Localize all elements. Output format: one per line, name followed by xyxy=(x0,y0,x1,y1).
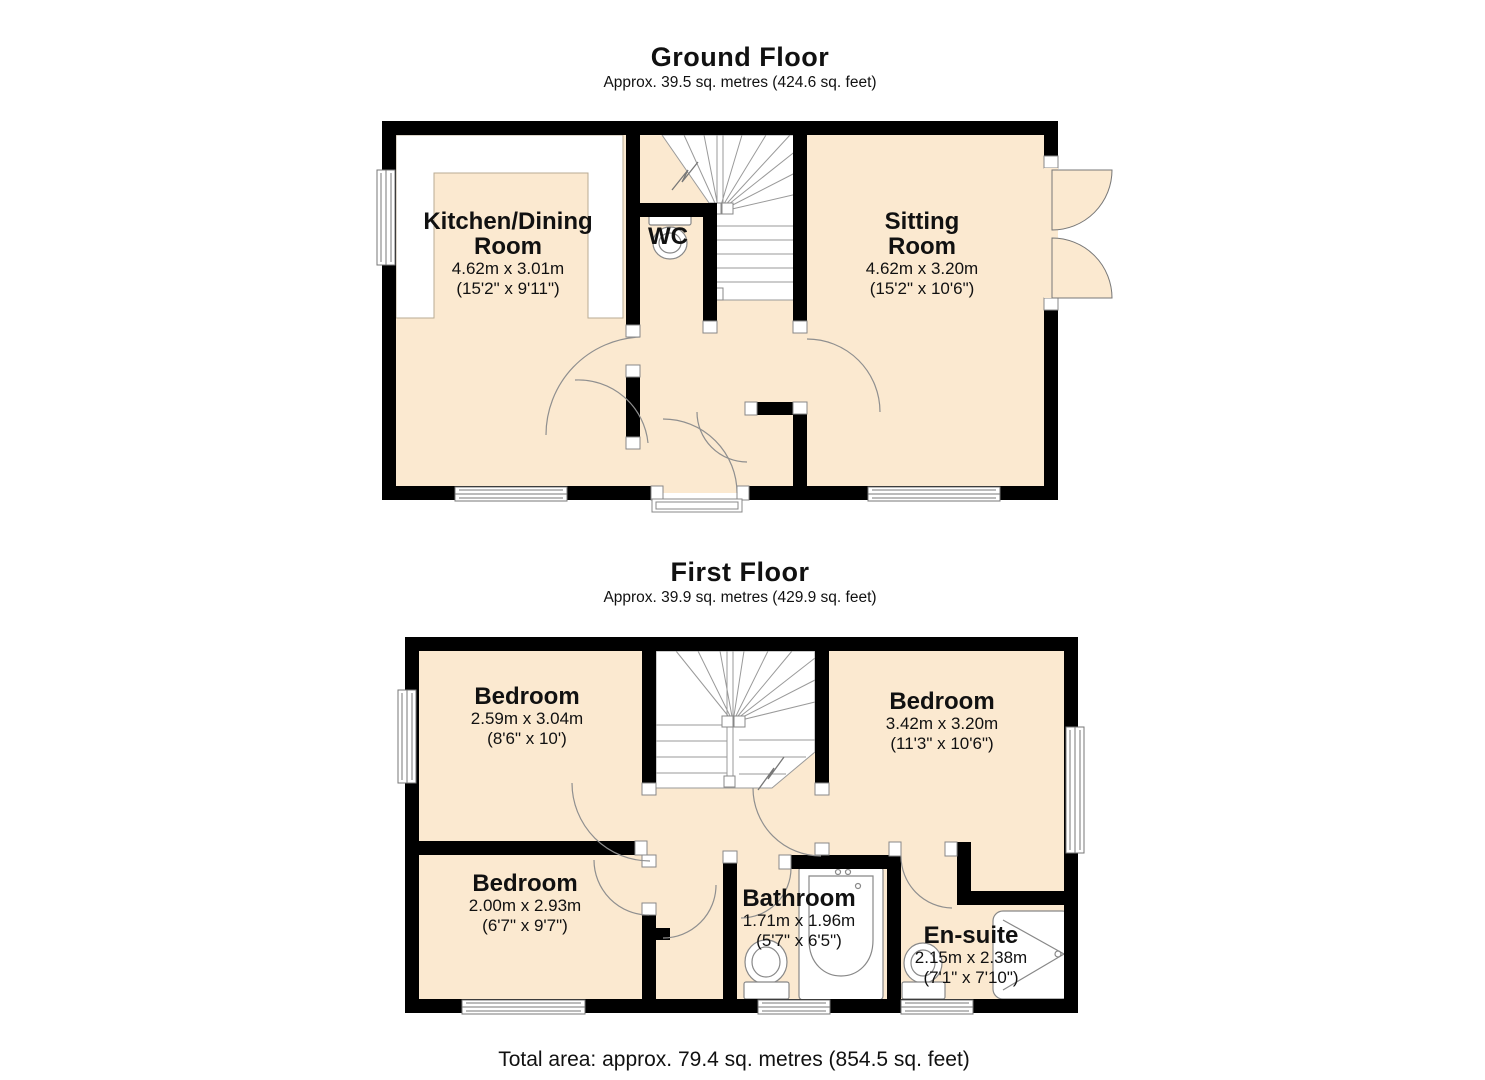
room-label-kitchen-dining xyxy=(423,209,592,299)
first-floor-title: First Floor xyxy=(670,557,810,587)
room-dims-metric: 2.15m x 2.38m xyxy=(914,948,1028,967)
room-name: Room xyxy=(473,233,542,260)
front-door-step xyxy=(652,499,742,512)
window xyxy=(398,690,416,783)
room-name: En-suite xyxy=(923,922,1019,949)
room-name: Bedroom xyxy=(474,683,580,710)
room-dims-imperial: (8'6" x 10') xyxy=(487,729,567,748)
room-name: Bedroom xyxy=(889,688,995,715)
room-dims-imperial: (5'7" x 6'5") xyxy=(756,931,842,950)
room-dims-metric: 4.62m x 3.01m xyxy=(451,259,565,278)
room-name: WC xyxy=(648,223,688,250)
first-floor-subtitle: Approx. 39.9 sq. metres (429.9 sq. feet) xyxy=(603,589,877,606)
room-name: Room xyxy=(887,233,956,260)
window xyxy=(901,1000,973,1014)
ground-floor-subtitle: Approx. 39.5 sq. metres (424.6 sq. feet) xyxy=(603,74,877,91)
room-dims-metric: 2.00m x 2.93m xyxy=(468,896,582,915)
ground-floor-title: Ground Floor xyxy=(650,42,830,72)
room-name: Bedroom xyxy=(472,870,578,897)
window xyxy=(455,487,567,501)
total-area-text: Total area: approx. 79.4 sq. metres (854.5 sq. feet) xyxy=(498,1048,970,1071)
room-label-bathroom xyxy=(742,886,855,951)
room-label-bedroom-1 xyxy=(471,684,583,749)
window xyxy=(758,1000,830,1014)
room-dims-imperial: (6'7" x 9'7") xyxy=(482,916,568,935)
window xyxy=(462,1000,585,1014)
room-name: Bathroom xyxy=(742,885,856,912)
window xyxy=(1066,727,1084,853)
ground-floor-plan xyxy=(377,121,1112,512)
room-label-sitting xyxy=(866,209,978,299)
room-name: Kitchen/Dining xyxy=(423,208,593,235)
room-name: Sitting xyxy=(884,208,960,235)
room-label-bedroom-3 xyxy=(469,871,581,936)
room-dims-metric: 4.62m x 3.20m xyxy=(865,259,979,278)
window xyxy=(868,487,1000,501)
french-doors xyxy=(1044,168,1112,298)
staircase-first xyxy=(656,651,815,790)
room-dims-metric: 1.71m x 1.96m xyxy=(742,911,856,930)
room-dims-imperial: (15'2" x 10'6") xyxy=(869,279,975,298)
room-dims-imperial: (15'2" x 9'11") xyxy=(456,279,560,298)
window xyxy=(377,170,395,265)
room-label-ensuite xyxy=(915,923,1027,988)
room-label-bedroom-2 xyxy=(886,689,998,754)
room-label-wc xyxy=(648,224,688,249)
room-dims-imperial: (11'3" x 10'6") xyxy=(890,734,994,753)
room-dims-imperial: (7'1" x 7'10") xyxy=(923,968,1019,987)
room-dims-metric: 2.59m x 3.04m xyxy=(470,709,584,728)
room-dims-metric: 3.42m x 3.20m xyxy=(885,714,999,733)
